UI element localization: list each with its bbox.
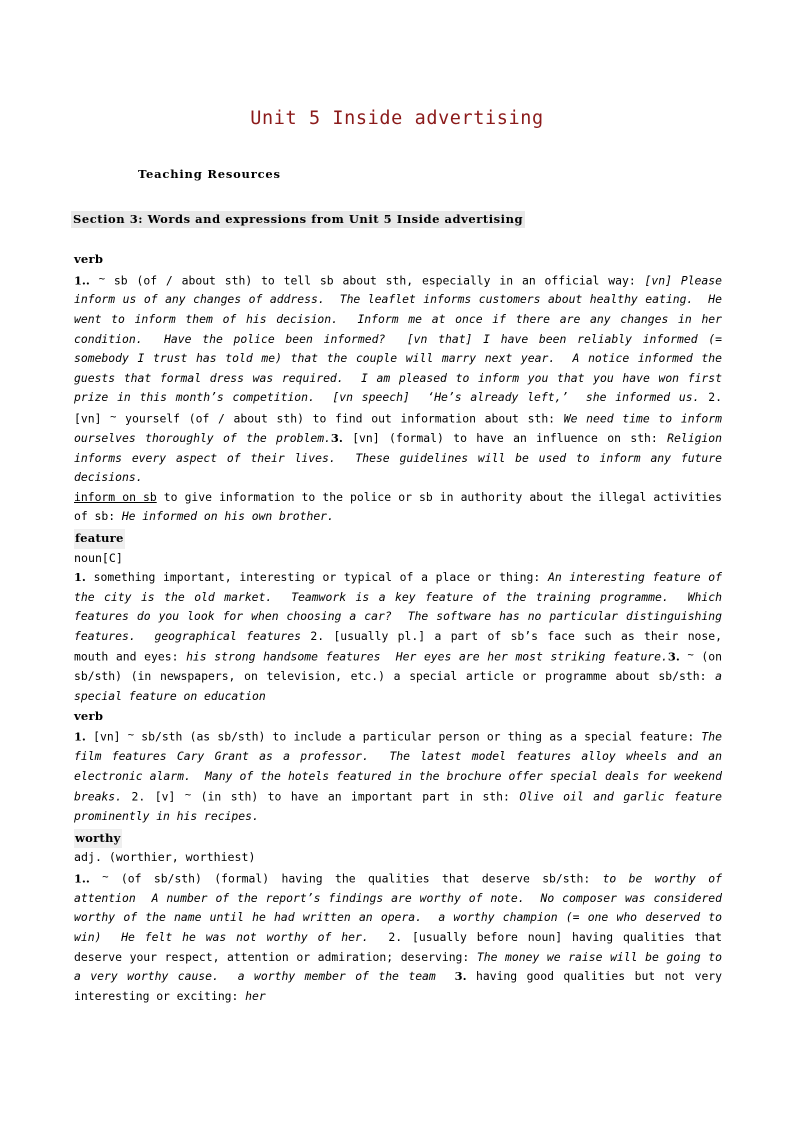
entry-inform-idiom: inform on sb to give information to the police or sb in authority about the illegal activities of sb: He informed on his own brother. [74, 489, 723, 524]
page-title: Unit 5 Inside advertising [250, 108, 544, 129]
section-header: Section 3: Words and expressions from Unit 5 Inside advertising [73, 212, 524, 226]
entry-feature-verb-pos: verb [74, 708, 104, 723]
entry-inform [74, 250, 722, 527]
entry-worthy-pos: adj. (worthier, worthiest) [74, 850, 256, 865]
entry-worthy-senses: 1.. ~ (of sb/sth) (formal) having the qualities that deserve sb/sth: to be worthy of attention A number of the report’s findings are worthy of note. No composer was considered worthy of the name until he had written an opera. a worthy champion (= one who deserved to win) He felt he was not worthy of her. 2. [usually before noun] having qualities that deserve your respect, attention or admiration; deserving: The money we raise will be going to a very worthy cause. a worthy member of the team 3. having good qualities but not very interesting or exciting: her [74, 870, 723, 1003]
entry-feature-verb-senses: 1. [vn] ~ sb/sth (as sb/sth) to include a particular person or thing as a special feature: The film features Cary Grant as a professor. The latest model features alloy wheels and an electronic alarm. Many of the hotels featured in the brochure offer special deals for weekend breaks. 2. [v] ~ (in sth) to have an important part in sth: Olive oil and garlic feature prominently in his recipes. [74, 729, 723, 824]
entry-feature-headword: feature [74, 529, 125, 549]
entry-feature-pos: noun[C] [74, 550, 123, 565]
entry-worthy-headword: worthy [74, 829, 122, 849]
teaching-resources-label: Teaching Resources [138, 167, 281, 181]
entry-inform-senses: 1.. ~ sb (of / about sth) to tell sb about sth, especially in an official way: [vn] Please inform us of any changes of address. The leaflet informs customers about healthy eating. He went to inform them of his decision. Inform me at once if there are any changes in her condition. Have the police been informed? [vn that] I have been reliably informed (= somebody I trust has told me) that the couple will marry next year. A notice informed the guests that formal dress was required. I am pleased to inform you that you have won first prize in this month’s competition. [vn speech] ‘He’s already left,’ she informed us. 2. [vn] ~ yourself (of / about sth) to find out information about sth: We need time to inform ourselves thoroughly of the problem.3. [vn] (formal) to have an influence on sth: Religion informs every aspect of their lives. These guidelines will be used to inform any future decisions. [74, 272, 723, 485]
entry-inform-pos: verb [74, 252, 104, 266]
entry-worthy [74, 827, 722, 1007]
dictionary-body [74, 250, 722, 1006]
entry-feature-noun-senses: 1. something important, interesting or typical of a place or thing: An interesting feature of the city is the old market. Teamwork is a key feature of the training programme. Which features do you look for when choosing a car? The software has no particular distinguishing features. geographical features 2. [usually pl.] a part of sb’s face such as their nose, mouth and eyes: his strong handsome features Her eyes are her most striking feature.3. ~ (on sb/sth) (in newspapers, on television, etc.) a special article or programme about sb/sth: a special feature on education [74, 570, 722, 703]
entry-feature [74, 527, 722, 827]
